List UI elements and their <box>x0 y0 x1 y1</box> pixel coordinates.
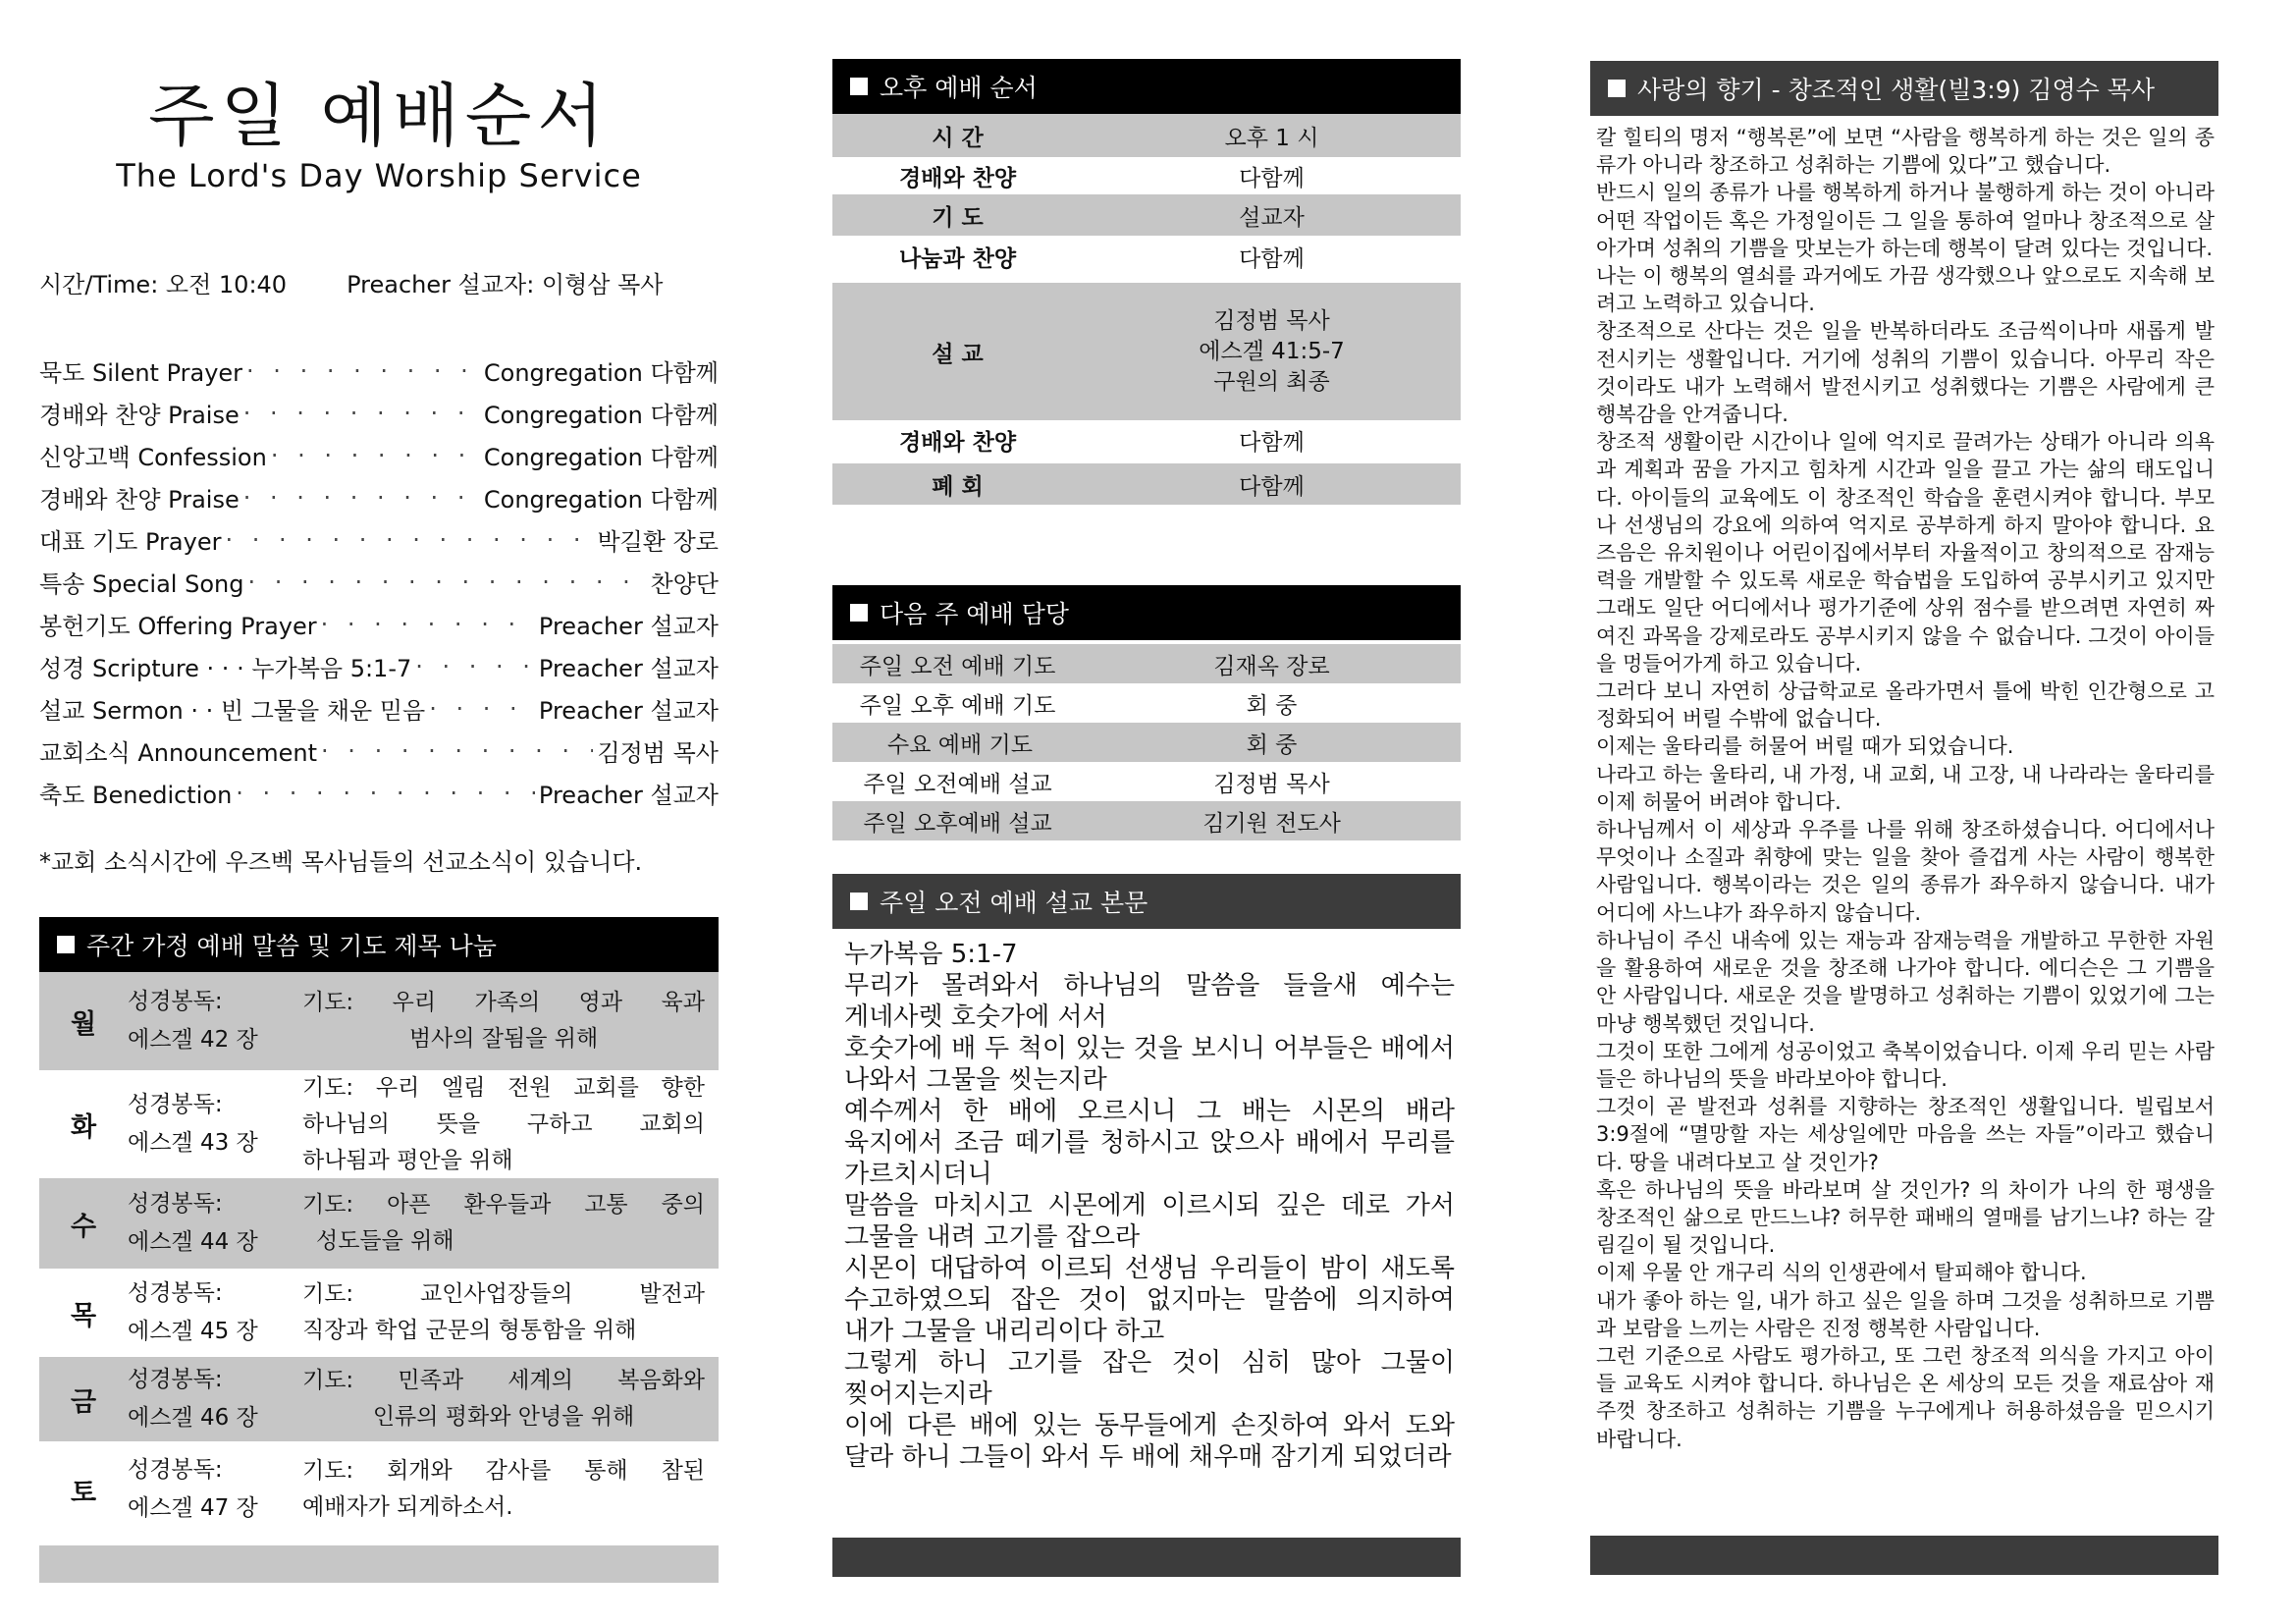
order-item <box>39 476 719 518</box>
essay-paragraph: 그것이 곧 발전과 성취를 지향하는 창조적인 생활입니다. 빌립보서 3:9절에 “멸망할 자는 세상일에만 마음을 쓰는 자들”이라고 했습니다. 땅을 내려다보고 살 것인가? <box>1596 1095 2215 1174</box>
bible-reading <box>128 1451 302 1528</box>
order-item <box>39 561 719 603</box>
bible-reading <box>128 1086 302 1163</box>
scripture-verse: 예수께서 한 배에 오르시니 그 배는 시몬의 배라 육지에서 조금 떼기를 청하시고 앉으사 배에서 무리를 가르치시더니 <box>844 1097 1455 1189</box>
essay-section <box>1590 61 2218 1453</box>
order-item <box>39 730 719 772</box>
table-row <box>832 801 1461 840</box>
scripture-reference: 누가복음 5:1-7 <box>844 940 1018 969</box>
order-item-leader: Preacher 설교자 <box>538 697 719 725</box>
row-value: 다함께 <box>1239 473 1305 500</box>
order-item <box>39 350 719 392</box>
prayer-topic <box>302 1363 719 1435</box>
table-row <box>832 157 1461 194</box>
prayer-topic <box>302 1070 719 1179</box>
scripture-verse: 무리가 몰려와서 하나님의 말씀을 들을새 예수는 게네사렛 호숫가에 서서 <box>844 971 1455 1032</box>
order-item <box>39 518 719 561</box>
prayer-line: 기도: 우리 가족의 영과 육과 <box>302 990 705 1015</box>
essay-paragraph: 이제는 울타리를 허물어 버릴 때가 되었습니다. <box>1596 734 2014 759</box>
white-square-icon <box>57 936 75 953</box>
order-item-name: 축도 Benediction <box>39 782 233 809</box>
table-row <box>832 683 1461 723</box>
prayer-line: 성도들을 위해 <box>316 1228 454 1254</box>
white-square-icon <box>850 893 868 910</box>
section-footer <box>39 1545 719 1583</box>
next-week-section <box>832 585 1461 840</box>
dot-leader <box>236 780 535 807</box>
week-day-row <box>39 1357 719 1441</box>
row-value: 다함께 <box>1239 165 1305 191</box>
prayer-line: 기도: 회개와 감사를 통해 참된 <box>302 1458 705 1484</box>
essay-paragraph: 칼 힐티의 명저 “행복론”에 보면 “사람을 행복하게 하는 것은 일의 종류가 아니라 창조하고 성취하는 기쁨에 있다”고 했습니다. <box>1596 126 2215 178</box>
row-label: 주일 오후예배 설교 <box>863 810 1052 837</box>
day-label: 수 <box>70 1211 97 1242</box>
row-label: 주일 오전예배 설교 <box>863 771 1052 797</box>
order-item-leader: 찬양단 <box>650 570 719 598</box>
row-value <box>1083 306 1461 398</box>
order-item <box>39 603 719 645</box>
preacher-name: 김정범 목사 <box>1213 307 1330 334</box>
dot-leader <box>243 400 480 427</box>
prayer-line: 기도: 아픈 환우들과 고통 중의 <box>302 1192 705 1218</box>
week-day-row <box>39 972 719 1070</box>
row-label: 시 간 <box>932 125 984 151</box>
dot-leader <box>271 442 480 469</box>
row-value: 회 중 <box>1246 692 1298 719</box>
bible-chapter: 에스겔 46 장 <box>128 1405 258 1431</box>
order-item-name: 경배와 찬양 Praise <box>39 402 240 429</box>
sermon-title: 구원의 최종 <box>1213 368 1330 395</box>
bible-chapter: 에스겔 44 장 <box>128 1229 258 1255</box>
page-title: 주일 예배순서 <box>148 76 610 156</box>
section-header-title: 다음 주 예배 담당 <box>880 600 1069 628</box>
white-square-icon <box>1608 80 1626 97</box>
row-label: 주일 오전 예배 기도 <box>859 653 1056 679</box>
dot-leader <box>429 695 535 723</box>
weekly-prayer-section <box>39 917 719 1583</box>
bible-reading <box>128 1361 302 1437</box>
row-label: 경배와 찬양 <box>898 429 1017 456</box>
afternoon-service-section <box>832 59 1461 505</box>
essay-paragraph: 이제 우물 안 개구리 식의 인생관에서 탈피해야 합니다. <box>1596 1261 2087 1285</box>
row-label: 주일 오후 예배 기도 <box>859 692 1056 719</box>
scripture-verse: 말씀을 마치시고 시몬에게 이르시되 깊은 데로 가서 그물을 내려 고기를 잡으라 <box>844 1191 1455 1252</box>
prayer-topic <box>302 1187 719 1260</box>
section-header <box>1590 61 2218 116</box>
prayer-topic <box>302 1453 719 1526</box>
table-row <box>832 723 1461 762</box>
prayer-line: 범사의 잘됨을 위해 <box>408 1026 599 1052</box>
row-value: 회 중 <box>1246 731 1298 758</box>
bible-chapter: 에스겔 47 장 <box>128 1495 258 1521</box>
order-item-leader: Congregation 다함께 <box>483 402 719 429</box>
white-square-icon <box>850 604 868 622</box>
row-label: 나눔과 찬양 <box>898 245 1017 272</box>
scripture-verse: 호숫가에 배 두 척이 있는 것을 보시니 어부들은 배에서 나와서 그물을 씻는지라 <box>844 1034 1455 1095</box>
day-label: 금 <box>70 1386 97 1418</box>
order-item <box>39 687 719 730</box>
row-label: 기 도 <box>932 204 984 231</box>
day-label: 월 <box>70 1008 97 1040</box>
section-footer <box>1590 1536 2218 1575</box>
bible-label: 성경봉독: <box>128 989 223 1014</box>
order-item-name: 교회소식 Announcement <box>39 739 318 767</box>
bible-chapter: 에스겔 43 장 <box>128 1130 258 1156</box>
row-value: 설교자 <box>1239 204 1305 231</box>
scripture-section <box>832 874 1461 1528</box>
order-item-leader: Congregation 다함께 <box>483 359 719 387</box>
sermon-text: 에스겔 41:5-7 <box>1199 338 1345 364</box>
dot-leader <box>225 526 593 554</box>
order-item-leader: Congregation 다함께 <box>483 486 719 514</box>
order-item-leader: Preacher 설교자 <box>538 613 719 640</box>
order-item-name: 경배와 찬양 Praise <box>39 486 240 514</box>
prayer-line: 기도: 민족과 세계의 복음화와 <box>302 1368 705 1393</box>
essay-paragraph: 내가 좋아 하는 일, 내가 하고 싶은 일을 하며 그것을 성취하므로 기쁨과 보람을 느끼는 사람은 진정 행복한 사람입니다. <box>1596 1288 2215 1340</box>
essay-paragraph: 그런 기준으로 사람도 평가하고, 또 그런 창조적 의식을 가지고 아이들 교육도 시켜야 합니다. 하나님은 온 세상의 모든 것을 재료삼아 재주껏 창조하고 성취하는 기쁨을 누구에게나 허용하셨음을 믿으시기 바랍니다. <box>1596 1343 2215 1451</box>
order-item-leader: Congregation 다함께 <box>483 444 719 471</box>
prayer-line: 예배자가 되게하소서. <box>302 1494 513 1520</box>
order-item-leader: Preacher 설교자 <box>538 655 719 682</box>
section-header-title: 사랑의 향기 - 창조적인 생활(빌3:9) 김영수 목사 <box>1637 76 2155 104</box>
section-header <box>832 585 1461 640</box>
dot-leader <box>243 484 480 512</box>
order-item <box>39 645 719 687</box>
bible-label: 성경봉독: <box>128 1191 223 1217</box>
order-item-name: 봉헌기도 Offering Prayer <box>39 613 317 640</box>
order-item-name: 묵도 Silent Prayer <box>39 359 243 387</box>
preacher: Preacher 설교자: 이형삼 목사 <box>347 271 664 298</box>
prayer-line: 하나님의 뜻을 구하고 교회의 <box>302 1110 705 1137</box>
prayer-topic <box>302 985 719 1057</box>
week-day-row <box>39 1441 719 1538</box>
week-day-row <box>39 1269 719 1357</box>
bible-chapter: 에스겔 45 장 <box>128 1319 258 1344</box>
essay-paragraph: 혹은 하나님의 뜻을 바라보며 살 것인가? 의 차이가 나의 한 평생을 창조적인 삶으로 만드느냐? 허무한 패배의 열매를 남기느냐? 하는 갈림길이 될 것입니다. <box>1596 1177 2215 1258</box>
worship-order-list <box>39 350 719 814</box>
essay-paragraph: 나라고 하는 울타리, 내 가정, 내 교회, 내 고장, 내 나라라는 울타리를 이제 허물어 버려야 합니다. <box>1596 762 2215 814</box>
day-label: 토 <box>70 1477 97 1508</box>
dot-leader <box>321 611 535 638</box>
table-row <box>832 114 1461 157</box>
prayer-line: 하나됨과 평안을 위해 <box>302 1147 513 1173</box>
essay-paragraph: 하나님이 주신 내속에 있는 재능과 잠재능력을 개발하고 무한한 자원을 활용하여 새로운 것을 창조해 나가야 합니다. 에디슨은 그 기쁨을 안 사람입니다. 새로운 것을 발명하고 성취하는 기쁨이 있었기에 그는 마냥 행복했던 것입니다. <box>1596 928 2215 1036</box>
order-item-leader: 박길환 장로 <box>597 528 719 556</box>
prayer-line: 기도: 우리 엘림 전원 교회를 향한 <box>302 1074 705 1101</box>
order-item <box>39 392 719 434</box>
scripture-text <box>832 929 1461 1528</box>
row-value: 김재옥 장로 <box>1213 653 1330 679</box>
table-row <box>832 283 1461 420</box>
service-time: 시간/Time: 오전 10:40 <box>39 271 288 298</box>
table-row <box>832 194 1461 236</box>
section-header <box>832 874 1461 929</box>
row-value: 다함께 <box>1239 245 1305 272</box>
row-label: 경배와 찬양 <box>898 165 1017 191</box>
scripture-verse: 시몬이 대답하여 이르되 선생님 우리들이 밤이 새도록 수고하였으되 잡은 것이 없지마는 말씀에 의지하여 내가 그물을 내리리이다 하고 <box>844 1254 1455 1346</box>
dot-leader <box>247 568 646 596</box>
week-day-row <box>39 1070 719 1178</box>
bible-reading <box>128 1185 302 1262</box>
bible-label: 성경봉독: <box>128 1457 223 1483</box>
prayer-topic <box>302 1276 719 1349</box>
day-label: 화 <box>70 1111 97 1143</box>
dot-leader <box>246 357 480 385</box>
section-header-title: 주일 오전 예배 설교 본문 <box>880 889 1148 917</box>
section-header-title: 오후 예배 순서 <box>880 74 1038 102</box>
prayer-line: 인류의 평화와 안녕을 위해 <box>372 1404 635 1430</box>
prayer-line: 기도: 교인사업장들의 발전과 <box>302 1281 705 1307</box>
section-header-title: 주간 가정 예배 말씀 및 기도 제목 나눔 <box>86 932 497 960</box>
table-row <box>832 463 1461 505</box>
order-item <box>39 772 719 814</box>
bible-label: 성경봉독: <box>128 1280 223 1306</box>
row-label: 수요 예배 기도 <box>887 731 1033 758</box>
order-item <box>39 434 719 476</box>
essay-paragraph: 반드시 일의 종류가 나를 행복하게 하거나 불행하게 하는 것이 아니라 어떤 작업이든 혹은 가정일이든 그 일을 통하여 얼마나 창조적으로 살아가며 성취의 기쁨을 맛보는가 하는데 행복이 달려 있다는 것입니다. <box>1596 181 2215 260</box>
essay-paragraph: 그것이 또한 그에게 성공이었고 축복이었습니다. 이제 우리 믿는 사람들은 하나님의 뜻을 바라보아야 합니다. <box>1596 1039 2215 1091</box>
table-row <box>832 644 1461 683</box>
time-preacher-line <box>39 265 719 299</box>
section-footer <box>832 1538 1461 1577</box>
table-row <box>832 420 1461 460</box>
bible-reading <box>128 983 302 1059</box>
dot-leader <box>415 653 535 680</box>
bible-label: 성경봉독: <box>128 1367 223 1392</box>
essay-paragraph: 하나님께서 이 세상과 우주를 나를 위해 창조하셨습니다. 어디에서나 무엇이나 소질과 취향에 맞는 일을 찾아 즐겁게 사는 사람이 행복한 사람입니다. 행복이라는 것은 일의 종류가 좌우하지 않습니다. 내가 어디에 사느냐가 좌우하지 않습니다. <box>1596 818 2215 925</box>
order-item-name: 성경 Scripture · · · 누가복음 5:1-7 <box>39 655 412 682</box>
bible-label: 성경봉독: <box>128 1092 223 1117</box>
table-row <box>832 236 1461 277</box>
order-item-name: 설교 Sermon · · 빈 그물을 채운 믿음 <box>39 697 426 725</box>
section-header <box>39 917 719 972</box>
essay-paragraph: 그러다 보니 자연히 상급학교로 올라가면서 틀에 박힌 인간형으로 고정화되어 버릴 수밖에 없습니다. <box>1596 679 2215 731</box>
order-item-name: 신앙고백 Confession <box>39 444 267 471</box>
row-value: 김기원 전도사 <box>1202 810 1341 837</box>
essay-paragraph: 창조적으로 산다는 것은 일을 반복하더라도 조금씩이나마 새롭게 발전시키는 생활입니다. 거기에 성취의 기쁨이 있습니다. 아무리 작은 것이라도 내가 노력해서 발전시키고 성취했다는 기쁨은 사람에게 큰 행복감을 안겨줍니다. <box>1596 319 2215 427</box>
order-item-name: 특송 Special Song <box>39 570 244 598</box>
row-label: 설 교 <box>932 341 984 367</box>
order-item-leader: Preacher 설교자 <box>538 782 719 809</box>
row-value: 오후 1 시 <box>1224 125 1319 151</box>
essay-paragraph: 나는 이 행복의 열쇠를 과거에도 가끔 생각했으나 앞으로도 지속해 보려고 노력하고 있습니다. <box>1596 264 2215 316</box>
dot-leader <box>321 737 593 765</box>
order-item-name: 대표 기도 Prayer <box>39 528 222 556</box>
scripture-verse: 그렇게 하니 고기를 잡은 것이 심히 많아 그물이 찢어지는지라 <box>844 1348 1455 1409</box>
page-subtitle: The Lord's Day Worship Service <box>116 157 642 194</box>
row-value: 다함께 <box>1239 429 1305 456</box>
day-label: 목 <box>70 1300 97 1331</box>
section-header <box>832 59 1461 114</box>
bible-reading <box>128 1274 302 1351</box>
table-row <box>832 762 1461 801</box>
essay-text <box>1590 116 2218 1453</box>
week-day-row <box>39 1178 719 1269</box>
row-label: 폐 회 <box>932 473 984 500</box>
scripture-verse: 이에 다른 배에 있는 동무들에게 손짓하여 와서 도와 달라 하니 그들이 와서 두 배에 채우매 잠기게 되었더라 <box>844 1411 1455 1472</box>
row-value: 김정범 목사 <box>1213 771 1330 797</box>
essay-paragraph: 창조적 생활이란 시간이나 일에 억지로 끌려가는 상태가 아니라 의욕과 계획과 꿈을 가지고 힘차게 시간과 일을 끌고 가는 삶의 태도입니다. 아이들의 교육에도 이 창조적인 학습을 훈련시켜야 합니다. 부모나 선생님의 강요에 의하여 억지로 공부하게 하지 말아야 합니다. 요즈음은 유치원이나 어린이집에서부터 자율적이고 창의적으로 잠재능력을 개발할 수 있도록 새로운 학습법을 도입하여 공부시키고 있지만 그래도 일단 어디에서나 평가기준에 상위 점수를 받으려면 자연히 짜여진 과목을 강제로라도 공부시키지 않을 수 없습니다. 그것이 아이들을 멍들어가게 하고 있습니다. <box>1596 430 2215 676</box>
announcement-note: *교회 소식시간에 우즈벡 목사님들의 선교소식이 있습니다. <box>39 848 643 876</box>
prayer-line: 직장과 학업 군문의 형통함을 위해 <box>302 1318 637 1343</box>
bible-chapter: 에스겔 42 장 <box>128 1027 258 1053</box>
order-item-leader: 김정범 목사 <box>597 739 719 767</box>
white-square-icon <box>850 78 868 95</box>
